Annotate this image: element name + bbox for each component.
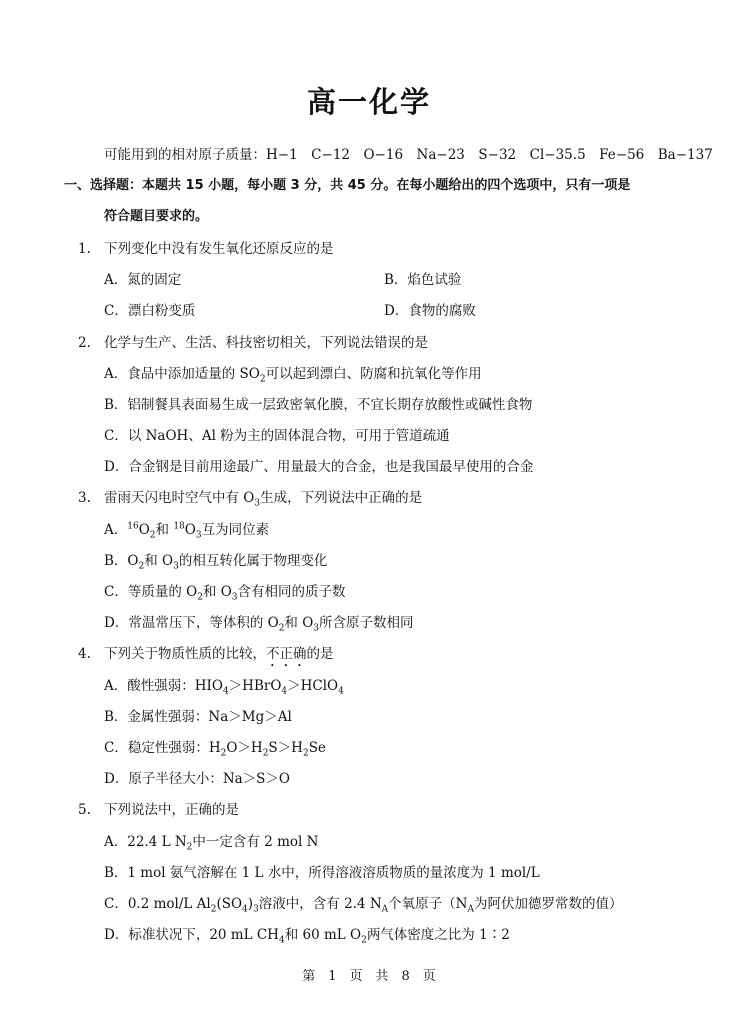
option-c: C．等质量的 $O_2$和 $O_3$含有相同的质子数: [104, 584, 346, 603]
option-a: A．氮的固定: [104, 272, 182, 288]
question-stem: 下列说法中，正确的是: [104, 802, 239, 818]
atomic-masses: 可能用到的相对原子质量：H−1 C−12 O−16 Na−23 S−32 Cl−35.5 Fe−56 Ba−137: [104, 147, 713, 163]
option-b: B．铝制餐具表面易生成一层致密氧化膜，不宜长期存放酸性或碱性食物: [104, 397, 533, 413]
option-c: C．稳定性强弱：$H_2O>H_2S>H_2Se$: [104, 740, 326, 759]
option-c: C．漂白粉变质: [104, 303, 196, 319]
question-number: 2.: [78, 335, 91, 351]
option-d: D．常温常压下，等体积的 $O_2$和 $O_3$所含原子数相同: [104, 615, 414, 634]
emphasis-not-correct: 不正确: [266, 646, 307, 662]
option-d: D．合金钢是目前用途最广、用量最大的合金，也是我国最早使用的合金: [104, 459, 534, 475]
option-d: D．标准状况下，20 mL $CH_4$和 60 mL $O_2$两气体密度之比为 1∶2: [104, 927, 510, 946]
page-title: 高一化学: [306, 85, 431, 119]
question-number: 3.: [78, 490, 91, 506]
option-c: C．以 NaOH、Al 粉为主的固体混合物，可用于管道疏通: [104, 428, 450, 444]
option-b: B．焰色试验: [384, 272, 462, 288]
option-d: D．原子半径大小：Na＞S＞O: [104, 771, 291, 787]
section-heading-line2: 符合题目要求的。: [104, 209, 209, 224]
question-number: 5.: [78, 802, 91, 818]
question-number: 1.: [78, 241, 91, 257]
option-b: B．$O_2$和 $O_3$的相互转化属于物理变化: [104, 553, 328, 572]
option-b: B．金属性强弱：Na＞Mg＞Al: [104, 709, 292, 725]
option-a: A．22.4 L $N_2$中一定含有 2 mol N: [104, 834, 319, 853]
option-a: A．酸性强弱：$HIO_4>HBrO_4>HClO_4$: [104, 678, 344, 697]
section-heading-line1: 一、选择题：本题共 15 小题，每小题 3 分，共 45 分。在每小题给出的四个选项中，只有一项是: [64, 178, 631, 193]
page-footer: 第 1 页 共 8 页: [302, 969, 436, 984]
option-b: B．1 mol 氨气溶解在 1 L 水中，所得溶液溶质物质的量浓度为 1 mol/L: [104, 865, 540, 881]
question-stem: 化学与生产、生活、科技密切相关，下列说法错误的是: [104, 335, 428, 351]
question-stem: 雷雨天闪电时空气中有 $O_3$生成，下列说法中正确的是: [104, 490, 423, 509]
question-stem: 下列变化中没有发生氧化还原反应的是: [104, 241, 334, 257]
option-c: C．0.2 mol/L $Al_2(SO_4)_3$溶液中，含有 2.4 $N_A$个氧原子（$N_A$为阿伏加德罗常数的值）: [104, 896, 623, 915]
question-number: 4.: [78, 646, 91, 662]
option-d: D．食物的腐败: [384, 303, 476, 319]
option-a: A．$^{16}O_2$和 $^{18}O_3$互为同位素: [104, 521, 270, 541]
question-stem: 下列关于物质性质的比较，不正确的是: [104, 646, 334, 662]
option-a: A．食品中添加适量的 $SO_2$可以起到漂白、防腐和抗氧化等作用: [104, 366, 482, 385]
